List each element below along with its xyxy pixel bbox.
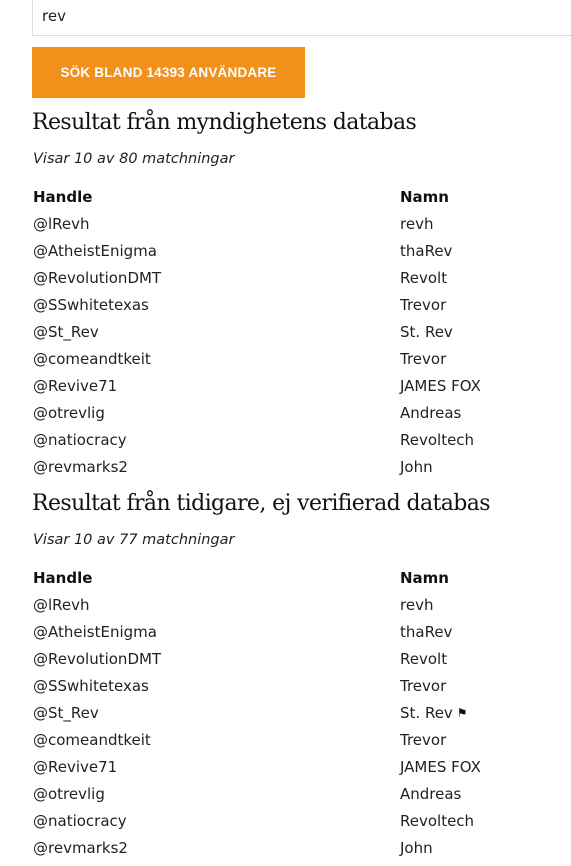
name-cell: Revolt [400,649,448,668]
table-row [33,453,481,480]
table-row [33,807,481,834]
name-cell: John [400,838,433,857]
name-cell: JAMES FOX [400,757,481,776]
table-row [33,618,481,645]
table-row [33,834,481,861]
table-header-row [33,183,481,210]
name-text: St. Rev [400,703,453,722]
table-row [33,645,481,672]
handle-cell: @AtheistEnigma [33,241,157,260]
table-row [33,591,481,618]
handle-cell: @comeandtkeit [33,349,151,368]
handle-cell: @RevolutionDMT [33,268,162,287]
name-cell: Andreas [400,784,462,803]
flag-icon[interactable]: ⚑ [456,705,468,720]
name-cell: Andreas [400,403,462,422]
handle-cell: @Revive71 [33,757,118,776]
section-title-official-database: Resultat från myndighetens databas [32,110,417,135]
handle-cell: @lRevh [33,595,90,614]
table-row [33,210,481,237]
results-table-official-database [33,183,481,480]
table-row [33,399,481,426]
handle-cell: @St_Rev [33,703,99,722]
match-count-official-database: Visar 10 av 80 matchningar [33,151,235,167]
table-row [33,780,481,807]
handle-cell: @St_Rev [33,322,99,341]
handle-cell: @lRevh [33,214,90,233]
section-title-unverified-database: Resultat från tidigare, ej verifierad databas [32,491,490,516]
handle-cell: @natiocracy [33,811,127,830]
table-row [33,426,481,453]
table-row [33,318,481,345]
name-cell: Trevor [400,349,447,368]
name-cell: Revoltech [400,430,475,449]
table-row [33,264,481,291]
table-header-row [33,564,481,591]
name-cell: thaRev [400,622,453,641]
handle-cell: @AtheistEnigma [33,622,157,641]
name-cell: John [400,457,433,476]
column-header-handle: Handle [33,568,93,587]
results-table-unverified-database [33,564,481,861]
handle-cell: @natiocracy [33,430,127,449]
name-cell: Revoltech [400,811,475,830]
table-row [33,237,481,264]
table-row [33,726,481,753]
table-row [33,672,481,699]
table-row [33,699,481,726]
name-cell: thaRev [400,241,453,260]
column-header-name: Namn [400,568,449,587]
search-users-button[interactable]: SÖK BLAND 14393 ANVÄNDARE [32,47,305,98]
search-input[interactable] [32,0,571,36]
match-count-unverified-database: Visar 10 av 77 matchningar [33,532,235,548]
name-cell [400,699,481,726]
table-row [33,372,481,399]
name-cell: revh [400,214,434,233]
handle-cell: @RevolutionDMT [33,649,162,668]
column-header-handle: Handle [33,187,93,206]
handle-cell: @comeandtkeit [33,730,151,749]
table-row [33,345,481,372]
name-cell: Trevor [400,295,447,314]
handle-cell: @otrevlig [33,784,105,803]
name-cell: revh [400,595,434,614]
handle-cell: @revmarks2 [33,838,128,857]
handle-cell: @otrevlig [33,403,105,422]
name-cell: Trevor [400,676,447,695]
handle-cell: @SSwhitetexas [33,295,149,314]
column-header-name: Namn [400,187,449,206]
handle-cell: @revmarks2 [33,457,128,476]
handle-cell: @SSwhitetexas [33,676,149,695]
name-cell: JAMES FOX [400,376,481,395]
table-row [33,753,481,780]
table-row [33,291,481,318]
handle-cell: @Revive71 [33,376,118,395]
name-cell: Trevor [400,730,447,749]
name-cell: St. Rev [400,322,453,341]
name-cell: Revolt [400,268,448,287]
